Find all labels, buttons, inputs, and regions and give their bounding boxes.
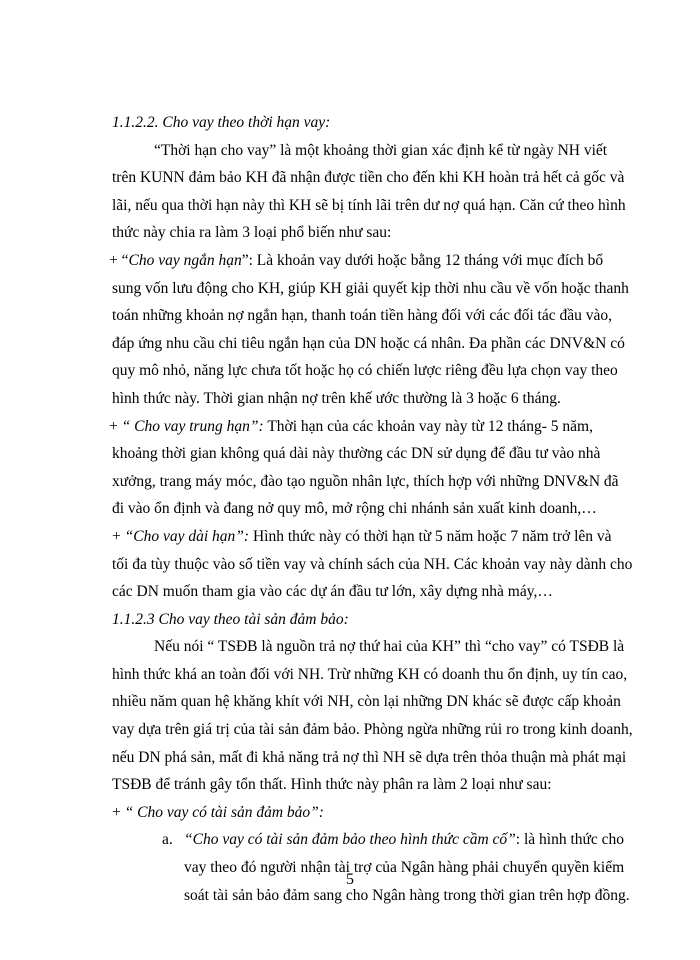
paragraph-collateral [112, 633, 633, 799]
section-heading-1-1-2-3: 1.1.2.3 Cho vay theo tài sản đảm bảo: [112, 610, 349, 628]
list-marker: a. [162, 831, 173, 849]
bullet-first-line [112, 523, 612, 551]
list-item-a-pledge [112, 826, 630, 909]
list-item-first-line [112, 826, 625, 854]
bullet-text: Hình thức này có thời hạn từ 5 năm hoặc 7 năm trở lên và [249, 527, 612, 545]
paragraph-line: “Thời hạn cho vay” là một khoảng thời gian xác định kể từ ngày NH viết [154, 141, 608, 159]
bullet-long-term-loan [112, 523, 633, 606]
bullet-first-line [109, 413, 592, 441]
bullet-prefix: + [109, 417, 122, 435]
document-body [109, 109, 633, 909]
paragraph-line: đi vào ổn định và đang nở quy mô, mở rộng chi nhánh sản xuất kinh doanh,… [112, 500, 597, 518]
page-number: 5 [346, 871, 354, 888]
paragraph-line: nhiều năm quan hệ khăng khít với NH, còn lại những DN khác sẽ được cấp khoản [112, 693, 621, 711]
paragraph-line: tối đa tùy thuộc vào số tiền vay và chính sách của NH. Các khoản vay này dành cho [112, 555, 633, 573]
bullet-term: Cho vay ngắn hạn [128, 251, 242, 269]
bullet-prefix: + [112, 527, 125, 545]
bullet-secured-loan [112, 799, 592, 827]
bullet-term: “ Cho vay có tài sản đảm bảo”: [124, 803, 324, 821]
bullet-term: “ Cho vay trung hạn”: [121, 417, 264, 435]
bullet-short-term-loan [109, 247, 629, 413]
paragraph-line: trên KUNN đảm bảo KH đã nhận được tiền cho đến khi KH hoàn trả hết cả gốc và [112, 169, 625, 187]
bullet-prefix: + [112, 803, 125, 821]
paragraph-line: toán những khoản nợ ngắn hạn, thanh toán tiền hàng đối với các đối tác đầu vào, [112, 307, 612, 325]
paragraph-loan-term-definition [112, 137, 626, 247]
paragraph-line: khoảng thời gian không quá dài này thường các DN sử dụng để đầu tư vào nhà [112, 445, 601, 463]
paragraph-line: sung vốn lưu động cho KH, giúp KH giải quyết kịp thời nhu cầu về vốn hoặc thanh [112, 279, 629, 297]
bullet-term: “Cho vay dài hạn”: [124, 527, 250, 545]
bullet-prefix: + “ [109, 251, 129, 269]
paragraph-line: hình thức khá an toàn đối với NH. Trừ những KH có doanh thu ổn định, uy tín cao, [112, 665, 628, 683]
bullet-text: Thời hạn của các khoản vay này từ 12 tháng- 5 năm, [263, 417, 593, 435]
paragraph-line: soát tài sản bảo đảm sang cho Ngân hàng trong thời gian trên hợp đồng. [184, 886, 630, 904]
paragraph-line: quy mô nhỏ, năng lực chưa tốt hoặc họ có chiến lược riêng đều lựa chọn vay theo [112, 362, 618, 380]
section-heading-1-1-2-2: 1.1.2.2. Cho vay theo thời hạn vay: [112, 114, 331, 131]
paragraph-line: vay dựa trên giá trị của tài sản đảm bảo. Phòng ngừa những rủi ro trong kinh doanh, [112, 721, 633, 739]
paragraph-line: các DN muốn tham gia vào các dự án đầu tư lớn, xây dựng nhà máy,… [112, 583, 553, 601]
list-item-text [184, 826, 624, 854]
paragraph-line: thức này chia ra làm 3 loại phổ biến như sau: [112, 224, 392, 242]
paragraph-line: nếu DN phá sản, mất đi khả năng trả nợ thì NH sẽ dựa trên thỏa thuận mà phát mại [112, 748, 627, 766]
bullet-medium-term-loan [109, 413, 619, 523]
paragraph-line: hình thức này. Thời gian nhận nợ trên khế ước thường là 3 hoặc 6 tháng. [112, 389, 561, 407]
paragraph-line: Nếu nói “ TSĐB là nguồn trả nợ thứ hai của KH” thì “cho vay” có TSĐB là [154, 638, 625, 656]
list-item-term: “Cho vay có tài sản đảm bảo theo hình thức cầm cố” [184, 831, 516, 849]
list-item-rest: : là hình thức cho [515, 831, 625, 849]
paragraph-line: lãi, nếu qua thời hạn này thì KH sẽ bị tính lãi trên dư nợ quá hạn. Căn cứ theo hình [112, 196, 626, 214]
bullet-first-line [109, 247, 604, 275]
paragraph-line: vay theo đó người nhận tài trợ của Ngân hàng phải chuyển quyền kiểm [184, 859, 625, 877]
paragraph-line: đáp ứng nhu cầu chi tiêu ngắn hạn của DN hoặc cá nhân. Đa phần các DNV&N có [112, 334, 625, 352]
paragraph-line: xưởng, trang máy móc, đào tạo nguồn nhân lực, thích hợp với những DNV&N đã [112, 472, 619, 490]
bullet-text: ”: Là khoản vay dưới hoặc bằng 12 tháng với mục đích bổ [241, 251, 604, 269]
paragraph-line: TSĐB để tránh gây tổn thất. Hình thức này phân ra làm 2 loại như sau: [112, 776, 552, 794]
